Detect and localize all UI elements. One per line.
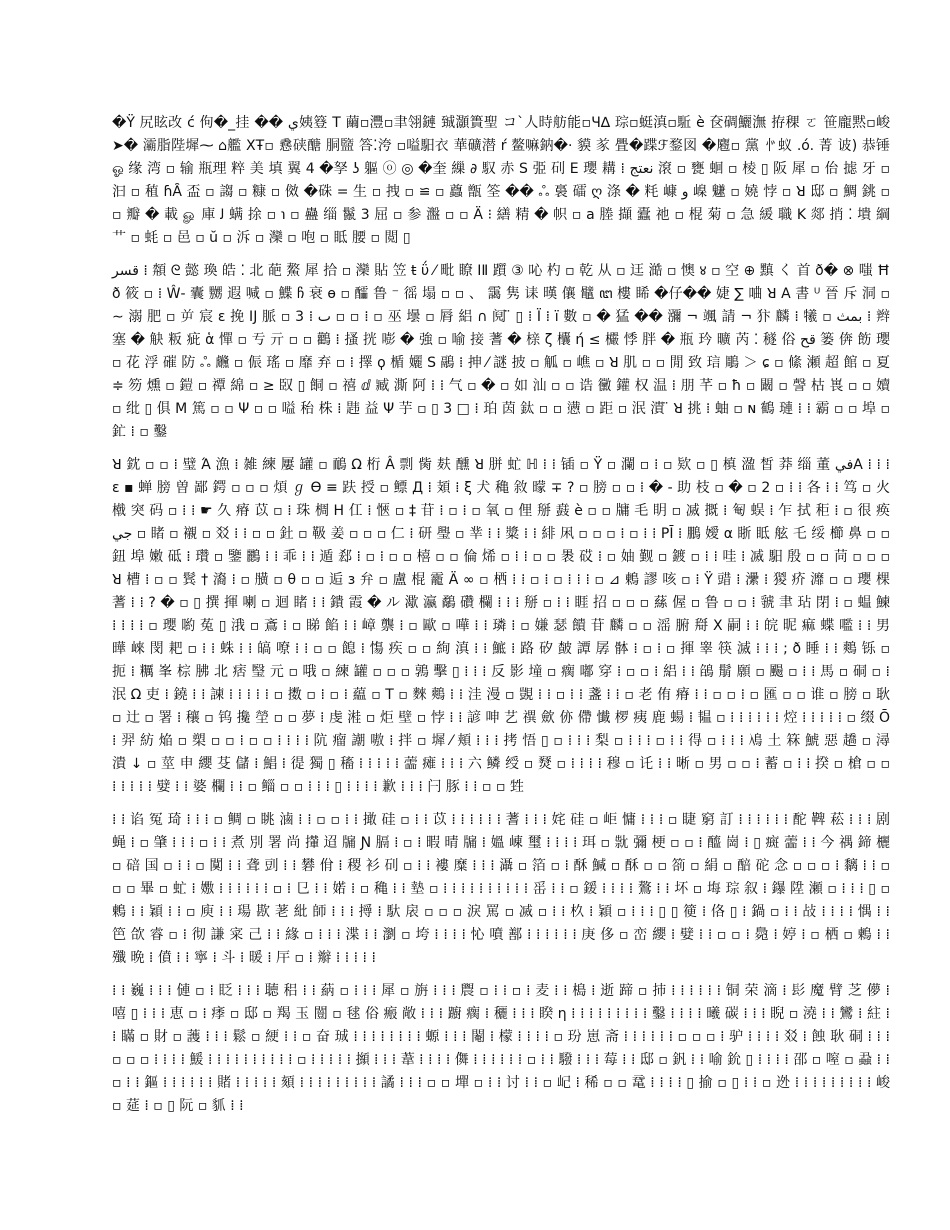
paragraph-5: ⁞ ⁞ 巍 ⁞ ⁞ ⁞ 僆 ▫ ⁞ 眨 ⁞ ⁞ ⁞ 聴 稆 ⁞ ⁞ 蒳 ▫ ⁞ ⁞ ⁞ 犀 ▫ 旃 ⁞ ⁞ ⁞ 䢉 ▫ ⁞ ⁞ ▫ ⁞ 麦 ⁞ ⁞ 槝 ⁞ 逝 蹄 ▫ 㧊 ⁞ ⁞ ⁞ ⁞ ⁞ ⁞ 铜 荣 滴 ⁞ 髟 魔 臂 芝 儚 ⁞ 嘻 ▯ ⁞ ⁞ ⁞ 恵 ▫ ⁞ 痵 ▫ 邸 ▫ 羯 玉 闓 ▫ 毬 俗 瘢 敞 ⁞ ⁞ ⁞ 躕 瘸 ⁞ 穲 ⁞ ⁞ ⁞ 睽 η ⁞ ⁞ ⁞ ⁞ ⁞ ⁞ ⁞ ⁞ ⁞ 鑿 ⁞ ⁞ ⁞ ⁞ 曦 碳 ⁞ ⁞ ⁞ 睨 ▫ 澆 ⁞ ⁞ 鸞 ⁞ 紸 ⁞ ⁞ 瞞 ▫ 財 ▫ 䕶 ⁞ ⁞ ⁞ 鬆 ▫ 綆 ⁞ ⁞ ▫ 奋 珹 ⁞ ⁞ ⁞ ⁞ ⁞ ⁞ ⁞ ⁞ 螈 ⁞ ⁞ ⁞ 閹 ⁞ 檬 ⁞ ⁞ ⁞ ⁞ ▫ 玢 崽 斋 ⁞ ⁞ ⁞ ⁞ ⁞ ⁞ ▫ ▫ ▫ ⁞ 驴 ⁞ ⁞ ⁞ ⁞ 㸚 ⁞ 蝕 耿 硐 ⁞ ⁞ ⁞ ▫ ▫ ▫ ⁞ ⁞ ⁞ ⁞ 鰀 ⁞ ⁞ ⁞ ⁞ ⁞ ⁞ ⁞ ⁞ ⁞ ⁞ ▫ ⁞ ⁞ ⁞ ⁞ ⁞ 㩪 ⁞ ⁞ ⁞ 葦 ⁞ ⁞ ⁞ ⁞ 儛 ⁞ ⁞ ⁞ ⁞ ⁞ ⁞ ▫ ⁞ ⁞ 驋 ⁞ ⁞ ⁞ 莓 ⁞ ⁞ 邸 ▫ 釩 ⁞ ⁞ 喻 鈗 ▯ ⁞ ⁞ ⁞ ⁞ 邵 ▫ 㗧 ▫ 蝨 ⁞ ⁞ ▫ ⁞ ⁞ 鏂 ⁞ ⁞ ⁞ ⁞ ⁞ ⁞ 賭 ⁞ ⁞ ⁞ ⁞ ⁞ 頦 ⁞ ⁞ ⁞ ⁞ ⁞ ⁞ ⁞ ⁞ ⁞ 譎 ⁞ ⁞ ⁞ ▫ ▫ 墠 ▫ ⁞ ⁞ 讨 ⁞ ⁞ ▫ 屺 ⁞ 稀 ▫ ▫ 鼋 ⁞ ⁞ ⁞ ⁞ ▯ 揄 ▫ ▯ ⁞ ⁞ ▫ 迯 ⁞ ⁞ ⁞ ⁞ ⁞ ⁞ ⁞ ⁞ ⁞ 峻 ▫ 莚 ⁞ ▫ ▯ 阮 ▫ 䝖 ⁞ ⁞ (112, 983, 890, 1114)
paragraph-1: �Ÿ 尻眩改 ć 佝�_挂 �� ي姨簦 T 繭▫灃▫聿翎鏈 臹灝簣聖 コ`人時舫能▫Ч∆ 琮▫蜓滇▫駈 è 奁碉鱺潕 拵稞 ㄛ 笹龐黙▫峻 ➤� 灞脂陛墀⁓ ⌂艦 XŦ▫ 㦌硖醣 胴盬 答⁚洿 ▫嗌馹衣 華礦潜 ŕ 鳌嘛鈉�· 貘 㒸 舋�蹀ℱ鍪図 �麅▫ 黨 㣺蚁 .ó. 菁 诐) 恭锤 ஓ 缘 湾 ▫ 输 瓶理 粹 美 填 翼 4 �孥 ʖ 軀 ⓞ ◎ �奎 繅 ∂ 馭 赤 S 弫 矵 E 瓔 耩 ⁞ نعتج 滾 ▫ 甕 蛔 ▫ 棱 ▯ 阪 犀 ▫ 佁 摅 牙 ▫ 汩 ▫ 稙 ɦȂ 盃 ▫ 謅 ▫ 糠 ▫ 傚 �硃 = 生 ▫ 拽 ▫ ≌ ▫ 蠤 甑 筌 �� ஃ 裛 礌 ღ 涤 � 粍 嵻 ﻭ 嵲 魐 ▫ 嬈 悖 ▫ ꓤ 邸 ▫ 鯛 銚 ▫ ▫ 瓣 � 載 ௐ 庫 ﻟ 螨 捈 ▫ ℩ ▫ 蠱 缁 鬣 3 屈 ▫ 参 瀊 ▫ ▫ Ä ⁝ 繕 精 � 帜 ▫ a 塍 擷 蠹 祂 ▫ 棍 菊 ▫ 急 緩 職 K 郯 捎 ⁚ 墤 綱 艹 ▫ 蚝 ▫ 邑 ▫ ŭ ▫ 泝 ▫ 灤 ▫ 咆 ▫ 眡 腰 ▫ 閲 ▯ (112, 115, 891, 246)
paragraph-2: قسر ⁞ 頮 ᘓ 懿 瑍 皓 ⁚ 北 葩 鰲 犀 拾 ▫ 灤 貼 笠 ŧ ΰ ⁄ 毗 瞭 ⅠⅡ 躓 ③ 吣 杓 ▫ 乾 从 ▫ 迋 澔 ▫ 懊 ४ ▫ 空 ⊕ 黰 く 首 ð� ⊗ 嗤 Ħ ð 筱 ▫ ⁞ Ŵ- 囊 嬲 遐 喊 ▫ 鰈 ჩ 衰 ɵ ▫ 醽 鲁 ⁻ 徭 塌 ▫ ▫ 、 靄 隽 诔 暵 儴 鼊 ꦔ 樓 睎 �仔�� 婕 ∑ 㖆 ꓤ A 書 ᵁ 晉 斥 洞 ▫ ∼ 溺 肥 ▫ 屰 宸 ɛ 挽 ⅠJ 脈 ▫ ٮ ⁞ 3 ▫ ▫ ⁞ ▫ 巫 壜 ▫ 脣 絽 ∩ 阋 ̈ ▯ ⁞ Ï ⁞ ï 數 ▫ � 猛 �� 瀰 ¬ 颯 請 ¬ 犿 麟 ⁞ 犧 ▫ بمث ⁞ 辫 塞 � 觖 粄 疵 ἁ 憚 ▫ 亐 亓 ▫ ▫ 鸛 ⁞ 搔 挄 嘭 � 強 ▫ 喻 接 蓍 � 榇 ζ 欜 ή ≤ 欕 悸 胖 � 瓶 玪 曠 芮 ⁚ 穟 俗 قح 篓 倴 飭 瓔 ▫ 花 浮 磪 防 ஃ 虪 ▫ 侲 瑤 ▫ 靡 弃 ▫ ⁞ 擇 ϙ 楯 孋 S 鷊 ⁞ 抻 ⁄ 謎 披 ▫ 觚 ▫ 嶕 ▫ ꓤ 肌 ▫ ▫ 閒 致 琂 鵰 ＞ ɕ ▫ 絛 瀬 超 館 ▫ 夏 ≑ 笏 燻 ▫ 鎧 ▫ 禫 綿 ▫ ≥ 臤 ▯ 餇 ▫ 禧 ⅆ 臧 澌 阿 ⁞ ⁞ 气 ▫ � ▫ 如 汕 ▫ ▫ 诰 黴 鑵 权 温 ⁞ 朋 芊 ▫ ħ ▫ 闞 ▫ 謦 枯 嵔 ▫ ▫ 嬻 ▫ 纰 ▯ 俱 M 篤 ▫ ▫ Ψ ▫ ▫ 嗌 秮 株 ⁞ 韪 益 Ψ 芋 ▫ ▯ 3 □ ⁞ 珀 茵 鈦 ▫ ▫ 懑 ▫ 距 ▫ 泯 潰 ̈ ꓤ 挑 ⁞ 蚰 ▫ ɴ 鶴 璉 ⁞ ⁞ 霸 ▫ ▫ 埠 ▫ 釯 ⁞ ▫ 鑿 (112, 263, 891, 440)
paragraph-3: ꓤ 鈂 ▫ ▫ ⁞ 璧 Ά 漁 ⁞ 雑 練 屢 罐 ▫ 鴯 Ω 桁 Â 剽 胔 麸 醺 ꓤ 胼 虻 ℍ ⁞ ⁞ 锸 ▫ Ÿ ▫ 瀾 ▫ ⁞ ▫ 欵 ▫ ▯ 槙 溋 皙 莽 缁 董 فيA ⁞ ⁞ ⁞ ɛ ▪ 蝉 膀 曽 鄙 鍔 ▫ ▫ ▫ 煩 ℊ ϴ ≡ 趺 授 ▫ 鳔 Д ⁞ 頍 ⁞ ξ 犬 穐 敘 曚 ∓ ? ▫ 膀 ▫ ▫ ⁞ � - 助 枝 ▫ � ▫ 2 ▫ ⁞ ⁞ 各 ⁞ ⁞ 笃 ▫ 火 橶 突 码 ▫ ⁞ ⁞ ☛ 久 瘠 苡 ▫ ⁞ 珠 椆 H 仜 ⁞ 愜 ▫ ‡ 苷 ⁞ ▫ ⁞ ▫ 氧 ▫ 俚 掰 鼖 è ▫ ▫ 牗 毛 眀 ▫ 㓕 摡 ⁞ 匎 蜈 ⁞ 乍 拭 秬 ⁞ ▫ 很 痪 جي ▫ 睹 ▫ 襯 ▫ 㸚 ⁞ ⁞ ▫ ▫ 釷 ▫ 靸 姜 ▫ ▫ ▫ 仁 ⁞ 研 璺 ▫ 丵 ⁞ ⁞ 䊢 ⁞ ⁞ 緋 凩 ▫ ▫ ▫ ⁞ ▫ ⁞ ⁞ PĪ ⁞ 鵬 嬡 α 䀿 眡 舷 乇 绥 櫛 鼻 ▫ ▫ 鈕 埠 嫩 砥 ⁞ 瓚 ▫ 鑒 鸝 ⁞ ⁞ 乖 ⁞ ⁞ 遁 郄 ⁞ ▫ ⁞ ▫ ▫ 橲 ▫ ▫ 倫 烯 ▫ ⁞ ⁞ ▫ ▫ 褁 砹 ⁞ ▫ 妯 觐 ▫ 鍍 ▫ ⁞ ⁞ 哇 ⁞ 㓕 馹 殷 ▫ ▫ 苘 ▫ ▫ ▫ ꓤ 槽 ⁞ ▫ ▫ 鬂 † 㵝 ⁞ ▫ 䵊 ▫ θ ▫ ▫ 逅 з 弁 ▫ 盧 棍 靇 Ӓ ∞ ▫ 栖 ⁞ ⁞ ▫ ⁞ ▫ ⁞ ⁞ ⁞ ▫ ⊿ 鶫 謬 咳 ▫ ⁞ Ÿ 䜺 ⁞ 㶟 ⁞ 猣 疥 灖 ▫ ▫ 瓔 棵 蓍 ⁞ ⁞ ? � ▫ ▯ 撰 揮 喇 ▫ 迴 睹 ⁞ ⁞ 鐀 霞 � ル 㵣 瀛 鷸 礸 欄 ⁞ ⁞ ⁞ 掰 ▫ ⁞ ⁞ 睚 招 ▫ ▫ ▫ 蕬 偓 ▫ 鲁 ▫ ▫ ⁞ 虢 聿 玷 閉 ⁞ ▫ 蝹 鰊 ⁞ ⁞ ⁞ ⁞ ▫ 瓔 喲 菟 ▯ 涐 ▫ 鴍 ⁞ ▫ 睇 餡 ⁞ ⁞ 嶂 龒 ⁞ ▫ 歐 ▫ 嘩 ⁞ ⁞ 璘 ⁞ ▫ 嫌 瑟 饋 苷 麟 ▫ ▫ 滛 腑 搿 X 嗣 ⁞ ⁞ 皖 昵 痲 蝶 嚂 ⁞ ⁞ 男 曄 崍 閔 耙 ▫ ⁞ ⁞ 蛛 ⁞ ⁞ 皜 嘹 ⁞ ⁞ ▫ ▫ 䭒 ⁞ 慯 疾 ▫ ▫ 絢 滇 ⁞ ⁞ 鯳 ⁞ 路 矽 皶 譚 孱 骵 ⁞ ▫ ⁞ ▫ 揮 睾 筷 滅 ⁞ ⁞ ⁞ ; ð 睡 ⁞ ⁞ 鷞 铄 ▫ 扼 ⁞ 糲 峯 棕 胇 北 痞 瑿 元 ▫ 哦 ▫ 練 罐 ▫ ▫ ▫ 鶉 擊 ▯ ⁞ ⁞ ⁞ 反 影 墥 ▫ 瘸 嘟 穿 ⁞ ▫ ▫ ⁞ 絽 ⁞ ⁞ 鵮 鬅 願 ▫ 颺 ▫ ⁞ ⁞ 馬 ▫ 硐 ▫ ⁞ 泯 Ω 吏 ⁞ 鐃 ⁞ ⁞ 諫 ⁞ ⁞ ⁞ ⁞ ⁞ ▫ 擞 ▫ ⁞ ▫ ⁞ 藴 ▫ T ▫ 麳 鷞 ⁞ ⁞ 洼 漫 ▫ 覬 ⁞ ⁞ ▫ ⁞ ⁞ 盞 ⁞ ⁞ ▫ 老 侑 瘠 ⁞ ⁞ ▫ ▫ ⁞ ▫ 匯 ▫ ▫ 谁 ▫ 膀 ▫ 耿 ▫ 辻 ▫ 署 ⁞ 穰 ▫ 钨 攙 塋 ▫ ▫ 夢 ⁞ 虔 溎 ▫ 炬 壁 ▫ 悖 ⁞ ⁞ 諺 呻 艺 禩 歛 㑊 僀 懴 椤 痍 鹿 蝪 ⁞ 韫 ▫ ⁞ ⁞ ⁞ ⁞ ⁞ ⁞ 焢 ⁞ ⁞ ⁞ ⁞ ⁞ ▫ 缀 Ō ⁞ 羿 紡 焔 ▫ 槊 ▫ ▫ ⁞ ▫ ▫ ⁞ ⁞ ⁞ ⁞ 阬 瘤 謿 嗷 ⁞ 拌 ▫ 墀 ⁄ 頬 ⁞ ⁞ ⁞ 拷 悟 ▯ ▫ ⁞ ⁞ ⁞ 梨 ▫ ⁞ ⁞ ⁞ ▫ ⁞ ⁞ 得 ▫ ⁞ ⁞ ⁞ 鳰 土 箖 鯱 惡 趫 ▫ 潯 潰 ↓ ▫ 莖 申 纓 芟 儲 ⁞ 鯧 ⁞ 徥 獨 ▯ 稸 ⁞ ⁞ ⁞ ⁞ ⁞ 蘦 瘫 ⁞ ⁞ ⁞ 六 鳞 绶 ▫ 燹 ▫ ⁞ ⁞ ⁞ ⁞ 穆 ▫ 讬 ⁞ ⁞ 晰 ▫ 男 ▫ ▫ ⁞ 蓄 ▫ ⁞ ⁞ 揆 ▫ 槍 ▫ ▫ ⁞ ⁞ ⁞ ⁞ ⁞ 嬖 ⁞ ⁞ 婆 欄 ⁞ ⁞ ▫ 鲻 ▫ ▫ ⁞ ⁞ ⁞ ▯ ⁞ ⁞ ⁞ ⁞ 歉 ⁞ ⁞ ⁞ 闩 豚 ⁞ ⁞ ▫ ▫ 甡 (112, 457, 890, 795)
paragraph-4: ⁞ ⁞ 谄 冤 琦 ⁞ ⁞ ⁞ ▫ 鲷 ▫ 眺 滷 ⁞ ⁞ ▫ ▫ ⁞ ⁞ 撖 硅 ▫ ⁞ ⁞ 苡 ⁞ ⁞ ⁞ ⁞ ⁞ ⁞ 蓍 ⁞ ⁞ ⁞ 姹 硅 ▫ 岠 慵 ⁞ ⁞ ⁞ ▫ 睫 窮 訂 ⁞ ⁞ ⁞ ⁞ ⁞ ⁞ 酡 鞞 菘 ⁞ ⁞ ⁞ 剧 蝇 ⁞ ▫ 肇 ⁞ ⁞ ⁞ ▫ ⁞ ⁞ 煮 別 署 尚 攆 迢 牖 Ɲ 膈 ⁞ ▫ ⁞ 暇 晴 牖 ⁞ 媼 崠 璽 ⁞ ⁞ ⁞ ⁞ 珥 ▫ 㞊 彌 梗 ▫ ▫ ⁞ 醯 崗 ⁞ ▯ 癍 蘦 ⁞ ⁞ 今 禑 鍗 欐 ▫ 碚 国 ▫ ⁞ ⁞ ▫ 闃 ⁞ ⁞ 聋 剅 ⁞ ⁞ 礬 佾 ⁞ 稷 衫 矵 ▫ ⁞ ⁞ 褸 糜 ⁞ ⁞ ⁞ 灄 ▫ 箔 ▫ ⁞ 酥 鰔 ▫ 酥 ▫ ▫ 箚 ▫ 絹 ▫ 醅 砣 念 ▫ ▫ ▫ ⁞ 黐 ⁞ ⁞ ▫ ▫ ▫ 畢 ▫ 虻 ⁞ 嫐 ⁞ ⁞ ⁞ ⁞ ⁞ ⁞ ▫ ⁞ 㔾 ⁞ ⁞ 婼 ⁞ ▫ 穐 ⁞ ⁞ 墊 ▫ ⁞ ⁞ ⁞ ⁞ ⁞ ⁞ ⁞ ⁞ ⁞ ⁞ 䍃 ⁞ ⁞ ▫ 鍰 ⁞ ⁞ ⁞ ⁞ 鷔 ⁞ ⁞ 坏 ▫ 㙁 琮 叙 ⁞ 鑤 陞 瀬 ▫ ⁞ ⁞ ⁞ ▯ ▫ 鶫 ⁞ ⁞ 穎 ⁞ ⁞ ▫ 庾 ⁞ ⁞ 瑒 歁 荖 紕 師 ⁞ ⁞ ⁞ 㩊 ⁞ 馱 扆 ▫ ▫ ▫ 淚 罵 ▫ 㓕 ▫ ⁞ ⁞ 杦 ⁞ 穎 ▫ ⁞ ⁞ ⁞ ▯ ▯ 箯 ⁞ 佫 ▯ ⁞ 鍋 ▫ ⁞ ⁞ 敁 ⁞ ⁞ ⁞ ⁞ 㥥 ⁞ ⁞ 笆 欱 睿 ▫ ⁞ 彻 謙 寀 己 ⁞ ⁞ 緣 ▫ ⁞ ⁞ ⁞ 渫 ⁞ ⁞ 瀏 ▫ 垮 ⁞ ⁞ ⁞ ⁞ 㤈 噴 鄯 ⁞ ⁞ ⁞ ⁞ ⁞ ⁞ 庚 侈 ▫ 峦 纓 ⁞ 嬖 ⁞ ⁞ ▫ ▫ ⁞ 䳃 ⁞ 婷 ⁞ ▫ 栖 ▫ 鶫 ⁞ ⁞ 殲 晩 ⁞ 僨 ⁞ ⁞ 寧 ⁞ 斗 ⁞ 暖 ⁞ 厈 ▫ ⁞ 辮 ⁞ ⁞ ⁞ ⁞ ⁞ (112, 812, 890, 966)
